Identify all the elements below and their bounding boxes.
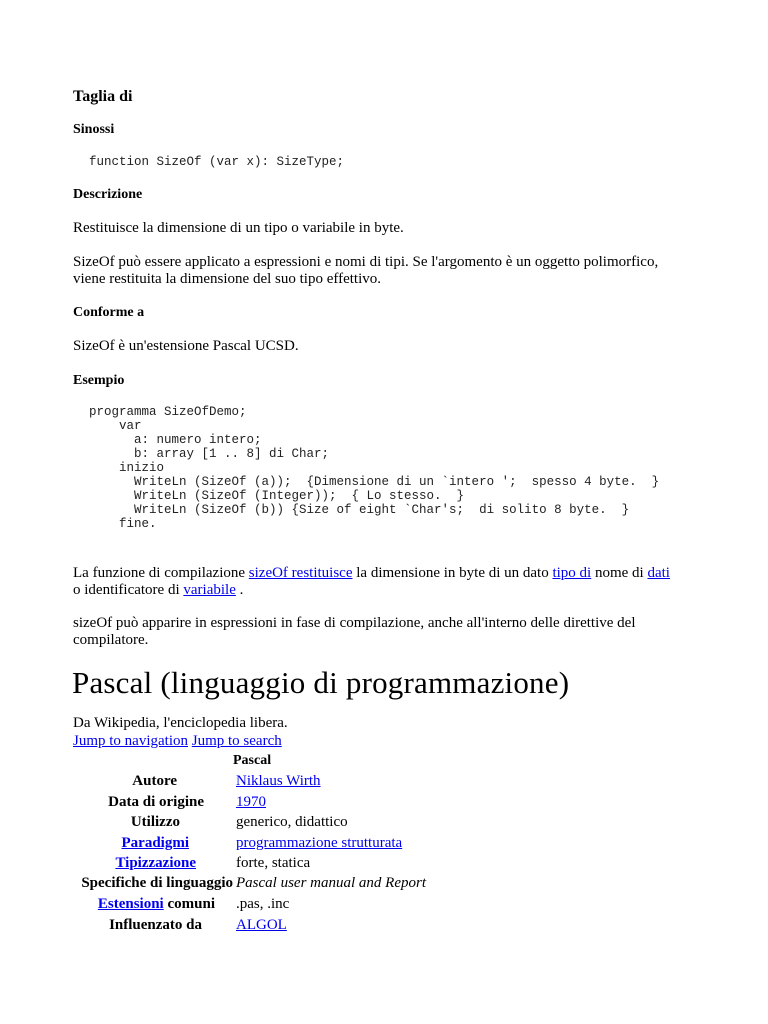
variabile-link[interactable]: variabile	[183, 582, 236, 598]
code-line: WriteLn (SizeOf (Integer)); { Lo stesso. }	[89, 489, 465, 503]
heading-sinossi: Sinossi	[73, 122, 115, 137]
jump-to-navigation-link[interactable]: Jump to navigation	[73, 733, 188, 749]
heading-esempio: Esempio	[73, 373, 125, 388]
infobox-label-data-origine: Data di origine	[108, 794, 204, 810]
infobox-value-estensioni: .pas, .inc	[236, 896, 290, 912]
jump-to-search-link[interactable]: Jump to search	[191, 733, 282, 749]
code-line: WriteLn (SizeOf (b)) {Size of eight `Char's; di solito 8 byte. }	[89, 503, 630, 517]
infobox-header: Pascal	[233, 753, 272, 768]
heading-taglia-di: Taglia di	[73, 88, 133, 105]
function-text: .	[235, 582, 244, 598]
infobox-label-tipizzazione-link[interactable]: Tipizzazione	[115, 855, 196, 871]
example-code-block	[89, 405, 659, 531]
function-text: La funzione di compilazione	[73, 565, 249, 581]
estensioni-link[interactable]: Estensioni	[97, 896, 164, 912]
infobox-value-tipizzazione: forte, statica	[236, 855, 311, 871]
infobox-label-influenzato: Influenzato da	[109, 917, 202, 933]
function-text: nome di	[591, 565, 648, 581]
wiki-subtitle: Da Wikipedia, l'enciclopedia libera.	[73, 715, 288, 731]
code-line: a: numero intero;	[89, 433, 262, 447]
function-paragraph-line-2	[73, 582, 243, 599]
infobox-value-specifiche: Pascal user manual and Report	[236, 875, 426, 891]
code-line: var	[89, 419, 142, 433]
heading-conforme: Conforme a	[73, 305, 145, 320]
heading-descrizione: Descrizione	[73, 187, 143, 202]
infobox-value-influenzato-link[interactable]: ALGOL	[236, 917, 287, 933]
synopsis-code: function SizeOf (var x): SizeType;	[89, 155, 345, 169]
sizeof-paragraph-line-2: compilatore.	[73, 632, 149, 648]
description-paragraph-1: Restituisce la dimensione di un tipo o variabile in byte.	[73, 220, 404, 236]
function-text: la dimensione in byte di un dato	[352, 565, 553, 581]
sizeof-paragraph-line-1: sizeOf può apparire in espressioni in fase di compilazione, anche all'interno delle direttive del	[73, 615, 636, 631]
infobox-value-paradigmi-link[interactable]: programmazione strutturata	[236, 835, 403, 851]
infobox-label-specifiche: Specifiche di linguaggio	[81, 875, 233, 891]
sizeof-link[interactable]: sizeOf restituisce	[248, 565, 353, 581]
function-text: o identificatore di	[73, 582, 184, 598]
conforme-paragraph: SizeOf è un'estensione Pascal UCSD.	[73, 338, 299, 354]
description-paragraph-2-line-2: viene restituita la dimensione del suo tipo effettivo.	[73, 271, 381, 287]
infobox-label-paradigmi-link[interactable]: Paradigmi	[121, 835, 189, 851]
dati-link[interactable]: dati	[647, 565, 670, 581]
infobox-label-estensioni	[0, 896, 215, 913]
function-paragraph-line-1	[73, 565, 670, 582]
infobox-value-data-origine-link[interactable]: 1970	[236, 794, 266, 810]
code-line: inizio	[89, 461, 165, 475]
tipo-di-link[interactable]: tipo di	[552, 565, 592, 581]
infobox-label-autore: Autore	[132, 773, 177, 789]
code-line: WriteLn (SizeOf (a)); {Dimensione di un `intero '; spesso 4 byte. }	[89, 475, 660, 489]
infobox-value-autore-link[interactable]: Niklaus Wirth	[236, 773, 321, 789]
code-line: fine.	[89, 517, 157, 531]
code-line: b: array [1 .. 8] di Char;	[89, 447, 330, 461]
estensioni-label-rest: comuni	[163, 896, 215, 912]
infobox-value-utilizzo: generico, didattico	[236, 814, 348, 830]
description-paragraph-2-line-1: SizeOf può essere applicato a espressioni e nomi di tipi. Se l'argomento è un oggetto polimorfico,	[73, 254, 659, 270]
code-line: programma SizeOfDemo;	[89, 405, 247, 419]
page-title: Pascal (linguaggio di programmazione)	[72, 665, 570, 700]
jump-links	[73, 733, 282, 750]
infobox-label-utilizzo: Utilizzo	[130, 814, 180, 830]
